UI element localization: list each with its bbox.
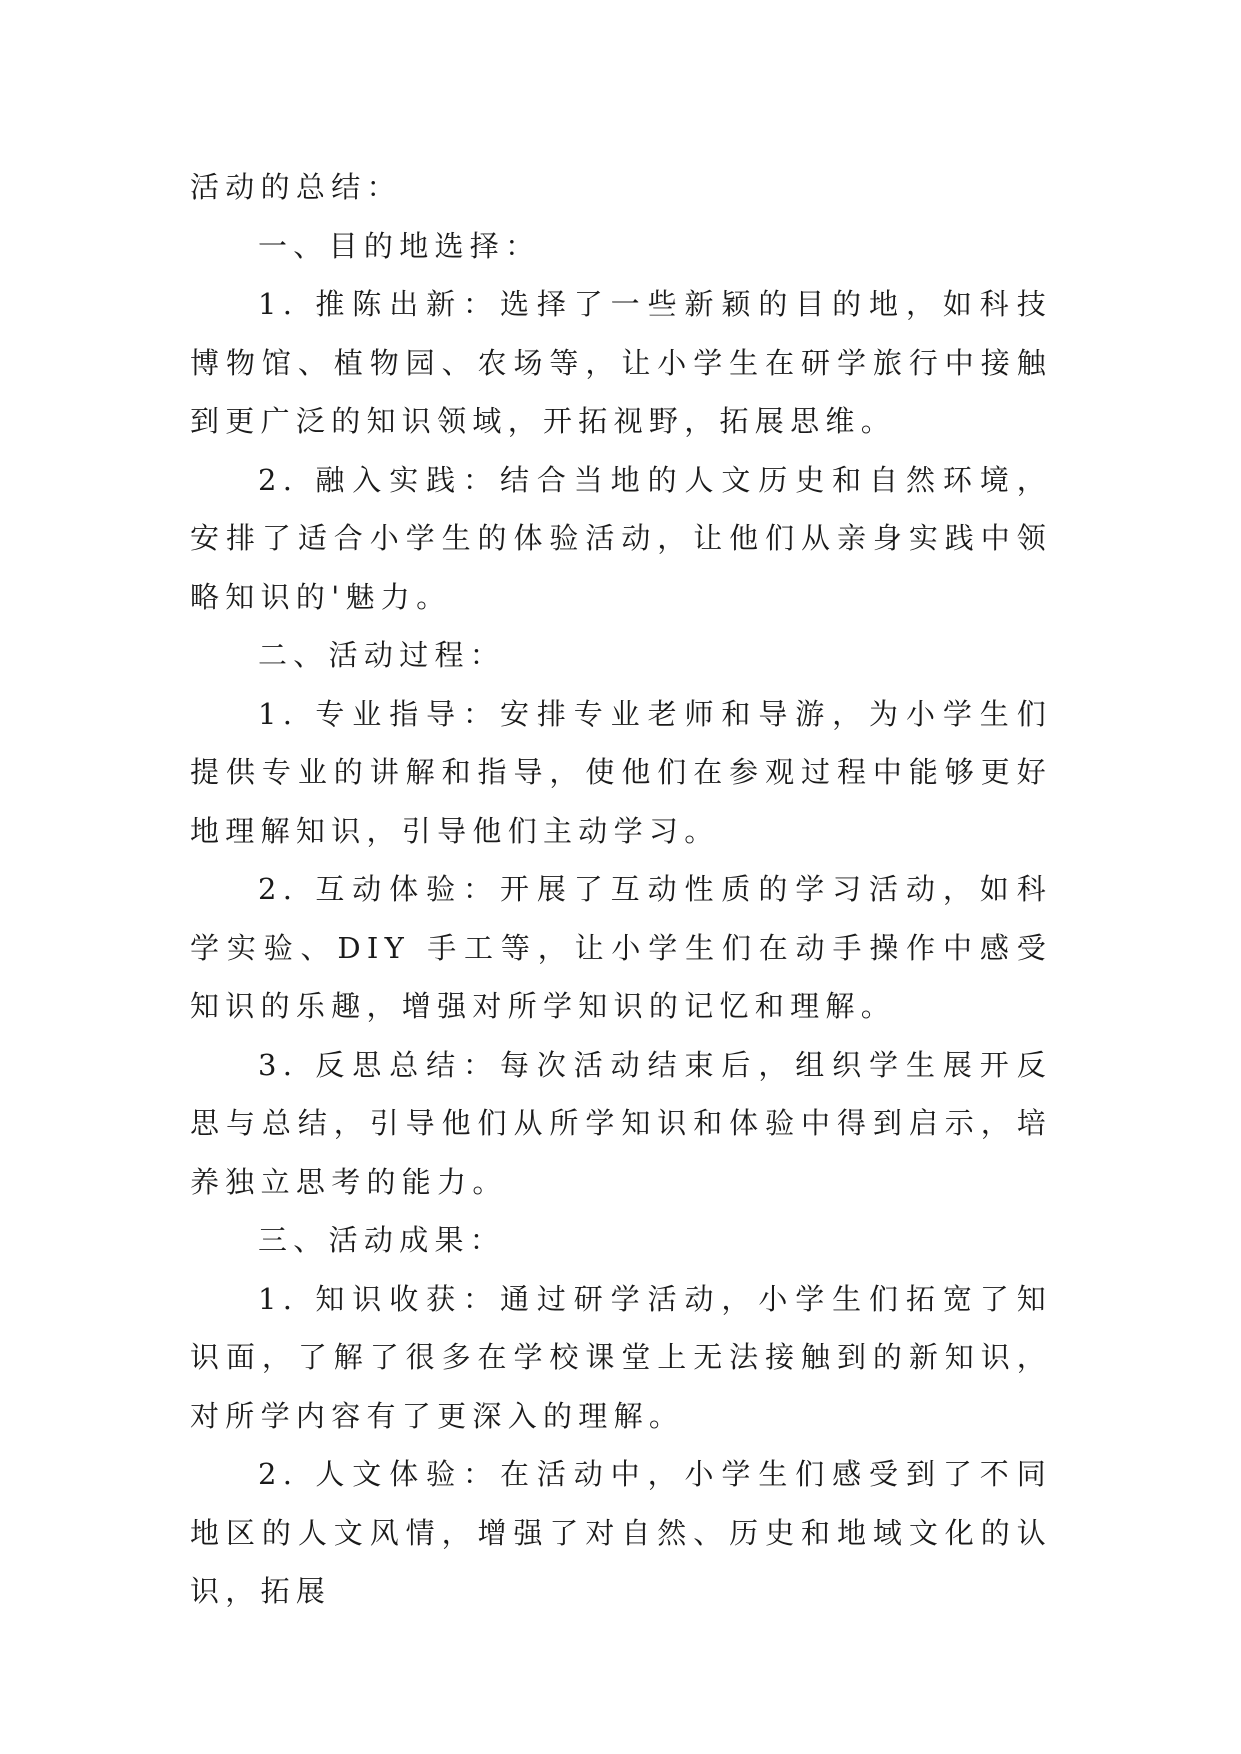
paragraph-cultural-experience: 2. 人文体验：在活动中，小学生们感受到了不同地区的人文风情，增强了对自然、历史和地域文化的认识，拓展	[190, 1457, 1052, 1608]
paragraph-intro: 活动的总结：	[190, 170, 402, 204]
paragraph-knowledge-gain: 1. 知识收获：通过研学活动，小学生们拓宽了知识面，了解了很多在学校课堂上无法接触到的新知识，对所学内容有了更深入的理解。	[190, 1281, 1052, 1433]
paragraph-reflection: 3. 反思总结：每次活动结束后，组织学生展开反思与总结，引导他们从所学知识和体验中得到启示，培养独立思考的能力。	[190, 1047, 1052, 1199]
heading-destination-choice: 一、目的地选择：	[258, 228, 541, 263]
document-body	[190, 158, 1052, 1621]
paragraph-practice: 2. 融入实践：结合当地的人文历史和自然环境，安排了适合小学生的体验活动，让他们从亲身实践中领略知识的'魅力。	[190, 462, 1052, 614]
heading-activity-process: 二、活动过程：	[258, 638, 506, 672]
paragraph-innovation: 1. 推陈出新：选择了一些新颖的目的地，如科技博物馆、植物园、农场等，让小学生在研学旅行中接触到更广泛的知识领域，开拓视野，拓展思维。	[190, 287, 1052, 438]
paragraph-professional-guidance: 1. 专业指导：安排专业老师和导游，为小学生们提供专业的讲解和指导，使他们在参观过程中能够更好地理解知识，引导他们主动学习。	[190, 696, 1052, 848]
paragraph-interactive-experience: 2. 互动体验：开展了互动性质的学习活动，如科学实验、DIY 手工等，让小学生们在动手操作中感受知识的乐趣，增强对所学知识的记忆和理解。	[190, 872, 1052, 1023]
heading-activity-results: 三、活动成果：	[258, 1223, 506, 1257]
